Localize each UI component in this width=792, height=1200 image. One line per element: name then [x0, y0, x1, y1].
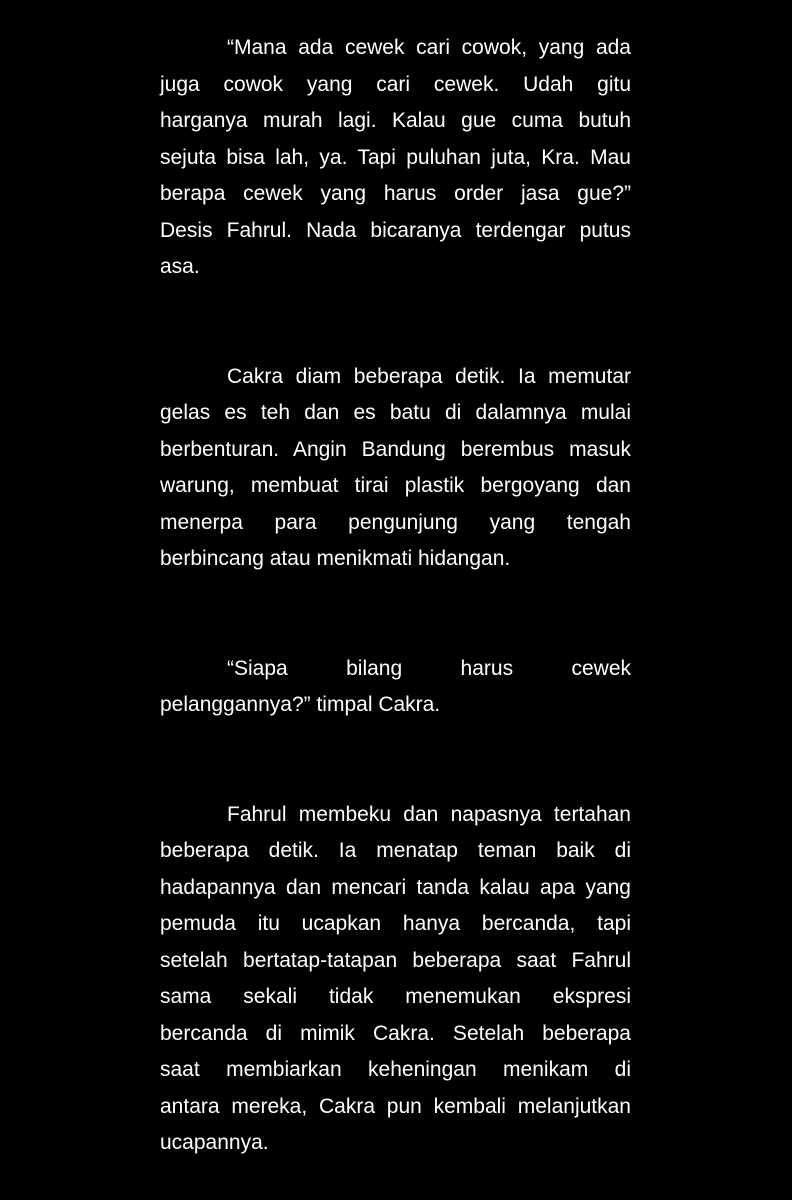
- text-line: setelah bertatap-tatapan beberapa saat Fahrul: [160, 948, 631, 972]
- text-line: hadapannya dan mencari tanda kalau apa yang: [160, 875, 631, 899]
- story-page: [160, 30, 631, 1162]
- text-line: sejuta bisa lah, ya. Tapi puluhan juta, Kra. Mau: [160, 145, 631, 169]
- text-line: Fahrul membeku dan napasnya tertahan: [227, 802, 631, 826]
- text-line: gelas es teh dan es batu di dalamnya mulai: [160, 401, 631, 424]
- text-line: juga cowok yang cari cewek. Udah gitu: [160, 72, 631, 96]
- text-line: berbincang atau menikmati hidangan.: [160, 547, 511, 570]
- paragraph-2: [160, 359, 631, 578]
- text-line: “Mana ada cewek cari cowok, yang ada: [227, 36, 631, 59]
- paragraph-4: [160, 797, 631, 1162]
- text-line: Cakra diam beberapa detik. Ia memutar: [227, 364, 631, 388]
- text-line: beberapa detik. Ia menatap teman baik di: [160, 839, 631, 862]
- text-line: ucapannya.: [160, 1131, 269, 1154]
- text-line: menerpa para pengunjung yang tengah: [160, 510, 631, 534]
- text-line: “Siapa bilang harus cewek: [227, 656, 631, 680]
- text-line: saat membiarkan keheningan menikam di: [160, 1058, 631, 1081]
- text-line: pemuda itu ucapkan hanya bercanda, tapi: [160, 912, 631, 935]
- text-line: Desis Fahrul. Nada bicaranya terdengar putus: [160, 218, 631, 242]
- text-line: warung, membuat tirai plastik bergoyang dan: [160, 474, 631, 497]
- text-line: antara mereka, Cakra pun kembali melanjutkan: [160, 1094, 631, 1118]
- text-line: bercanda di mimik Cakra. Setelah beberapa: [160, 1021, 631, 1045]
- paragraph-1: [160, 30, 631, 286]
- text-line: pelanggannya?” timpal Cakra.: [160, 693, 441, 716]
- text-line: berbenturan. Angin Bandung berembus masuk: [160, 437, 631, 461]
- text-line: harganya murah lagi. Kalau gue cuma butuh: [160, 109, 631, 132]
- paragraph-3: [160, 651, 631, 724]
- text-line: berapa cewek yang harus order jasa gue?”: [160, 182, 631, 205]
- text-line: asa.: [160, 255, 200, 278]
- text-line: sama sekali tidak menemukan ekspresi: [160, 985, 631, 1008]
